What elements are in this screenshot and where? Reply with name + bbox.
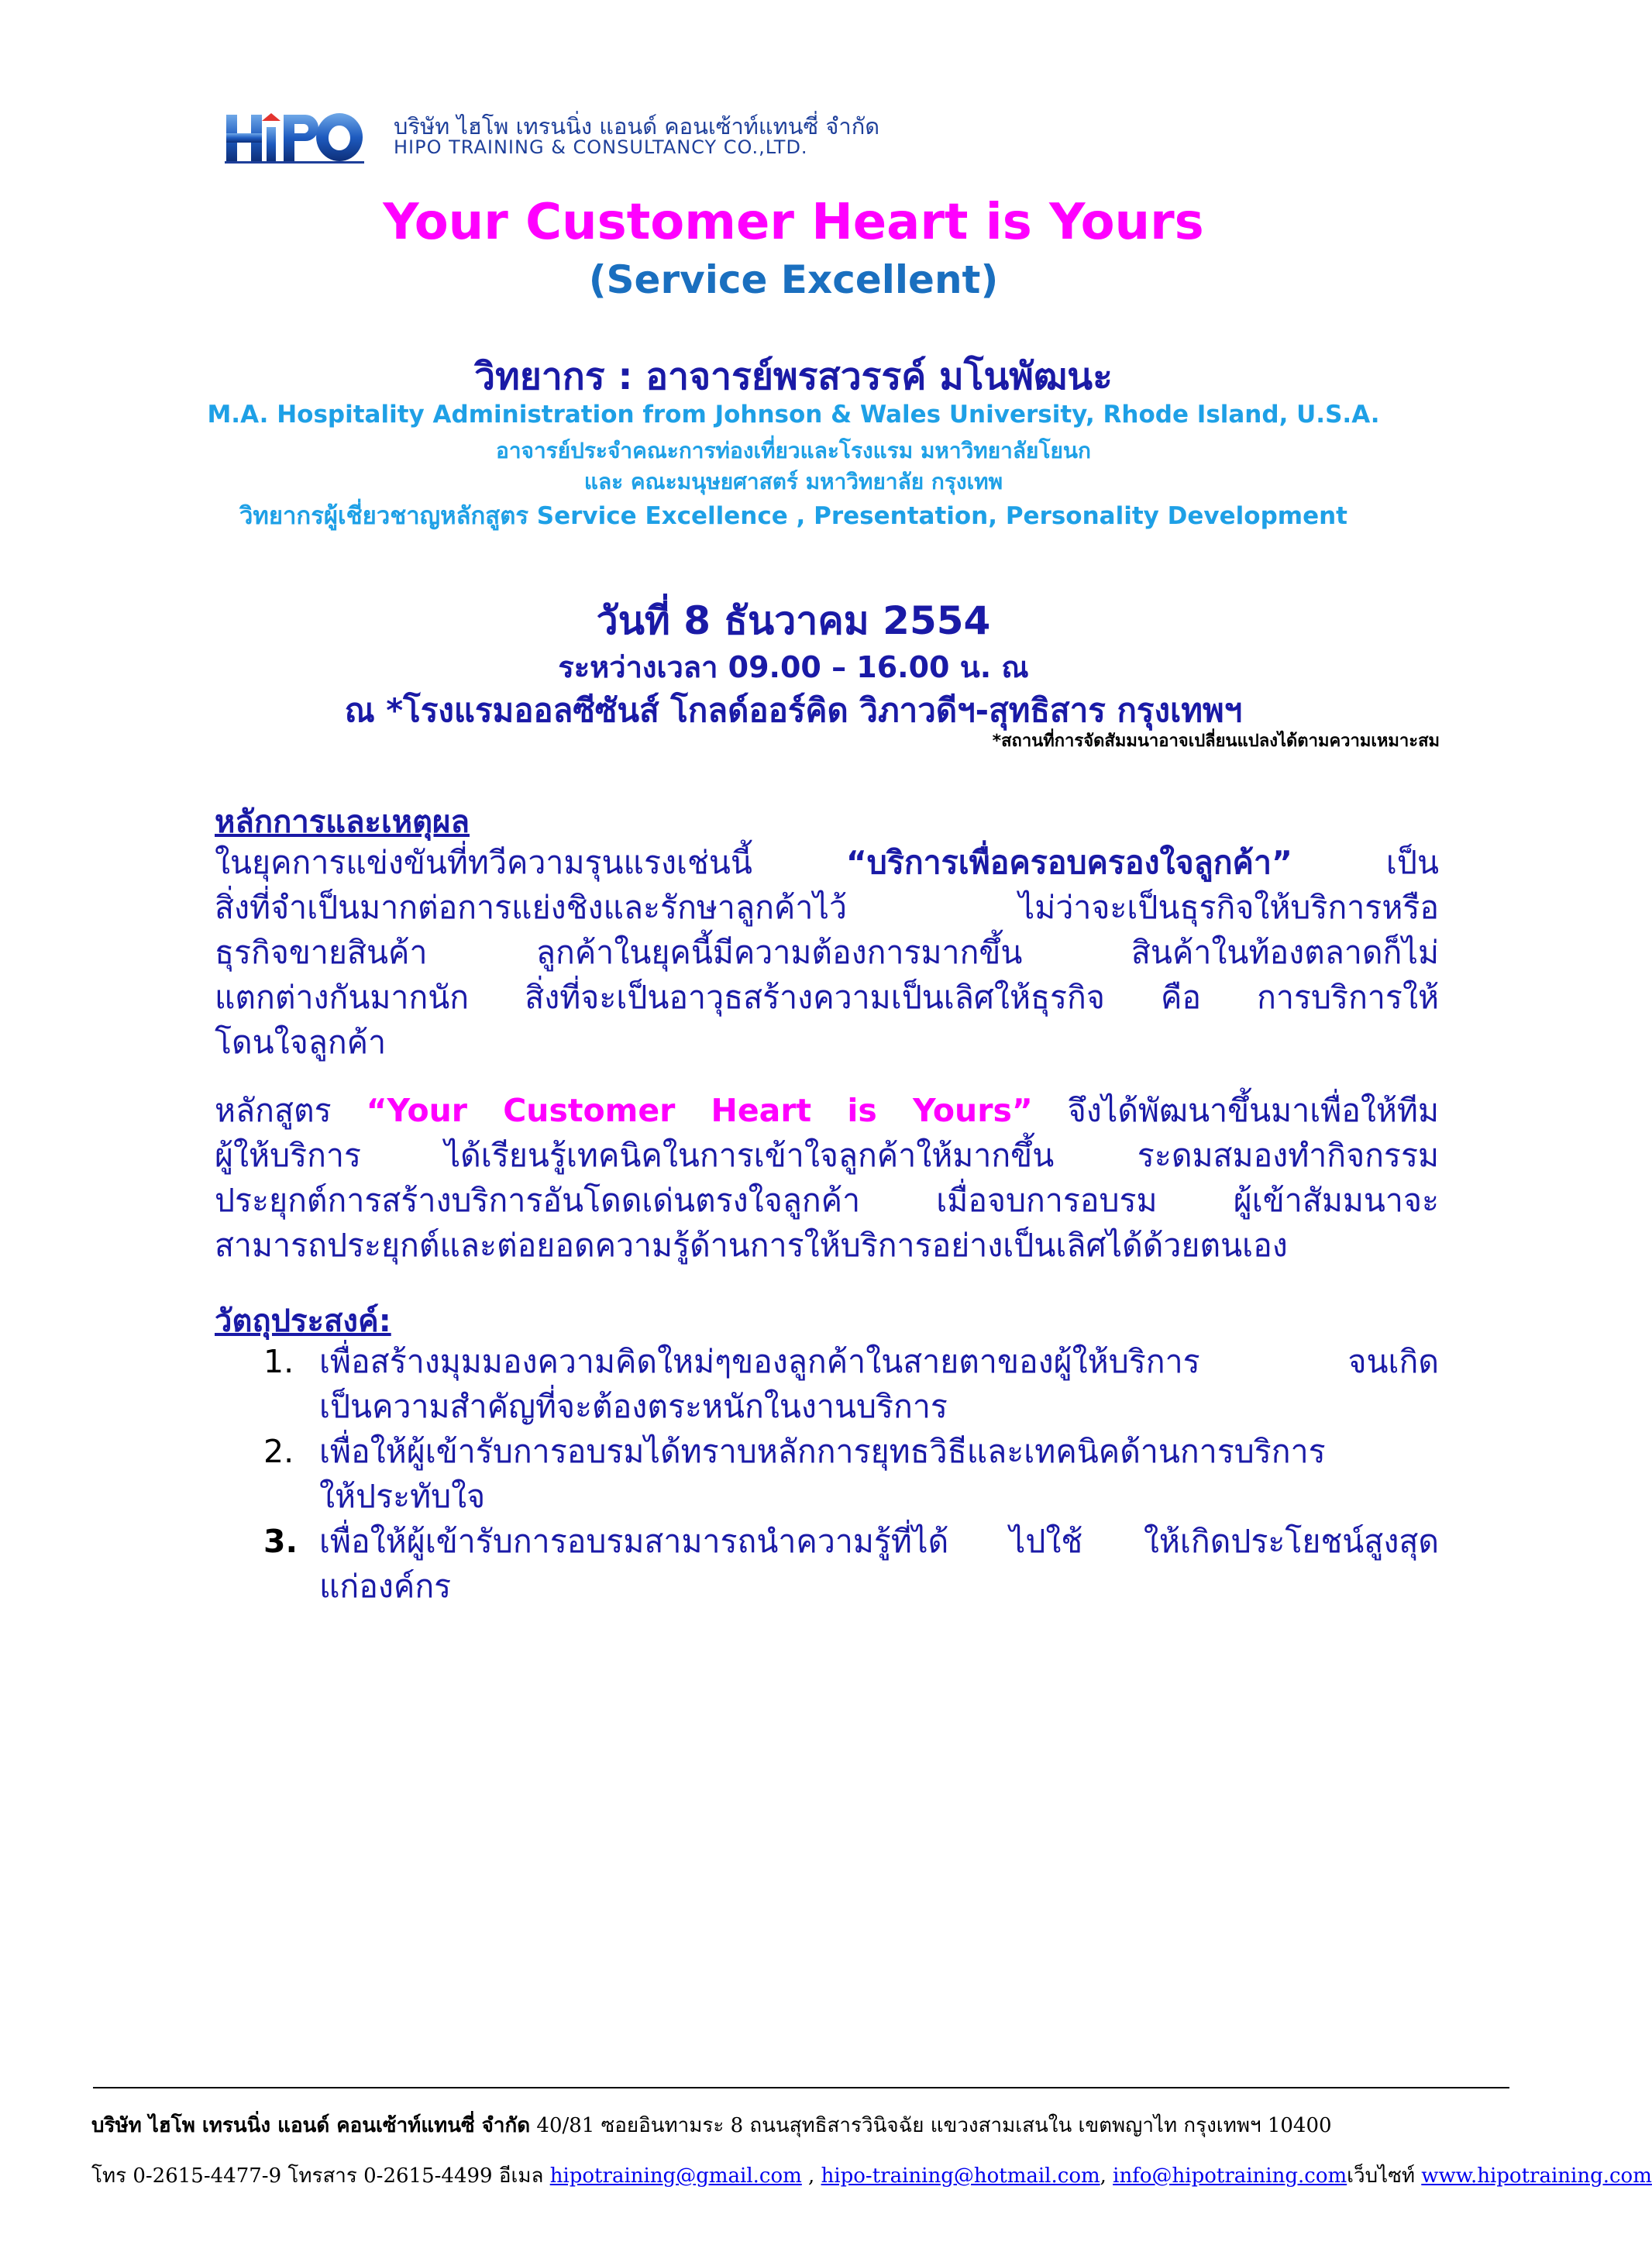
paragraph-line: สามารถประยุกต์และต่อยอดความรู้ด้านการให้บริการอย่างเป็นเลิศได้ด้วยตนเอง: [215, 1227, 1288, 1264]
paragraph-line: ธุรกิจขายสินค้า ลูกค้าในยุคนี้มีความต้องการมากขึ้น สินค้าในท้องตลาดก็ไม่: [215, 934, 1439, 971]
footer-address-text: 40/81 ซอยอินทามระ 8 ถนนสุทธิสารวินิจฉัย แขวงสามเสนใน เขตพญาไท กรุงเทพฯ 10400: [530, 2114, 1332, 2137]
company-name-en: HIPO TRAINING & CONSULTANCY CO.,LTD.: [394, 136, 808, 158]
hipo-logo: [225, 108, 380, 164]
paragraph-line: แก่องค์กร: [319, 1568, 452, 1605]
footer-contact: [91, 2160, 1652, 2192]
event-venue: ณ *โรงแรมออลซีซันส์ โกลด์ออร์คิด วิภาวดีฯ-สุทธิสาร กรุงเทพฯ: [344, 691, 1243, 729]
lecturer-credential: วิทยากรผู้เชี่ยวชาญหลักสูตร Service Excellence , Presentation, Personality Development: [239, 502, 1347, 530]
course-name-quote: “Your Customer Heart is Yours”: [366, 1092, 1033, 1129]
email-link[interactable]: info@hipotraining.com: [1113, 2164, 1347, 2188]
footer-address: [91, 2109, 1332, 2141]
paragraph-line: [215, 840, 1439, 885]
lecturer-credential: และ คณะมนุษยศาสตร์ มหาวิทยาลัย กรุงเทพ: [583, 469, 1003, 494]
lecturer-credential: อาจารย์ประจำคณะการท่องเที่ยวและโรงแรม มหาวิทยาลัยโยนก: [496, 438, 1091, 463]
objectives-heading: วัตถุประสงค์:: [215, 1303, 391, 1339]
email-link[interactable]: hipotraining@gmail.com: [549, 2164, 802, 2188]
list-item: [263, 1519, 1439, 1609]
list-number: 2.: [263, 1433, 294, 1470]
text-span: หลักสูตร: [215, 1092, 367, 1129]
separator: ,: [801, 2164, 821, 2188]
event-date: วันที่ 8 ธันวาคม 2554: [596, 598, 991, 643]
footer-divider: [93, 2087, 1509, 2088]
rationale-paragraph-1: [215, 840, 1439, 1065]
venue-note: *สถานที่การจัดสัมมนาอาจเปลี่ยนแปลงได้ตามความเหมาะสม: [992, 732, 1440, 751]
course-title: Your Customer Heart is Yours: [383, 194, 1204, 251]
paragraph-line: ให้ประทับใจ: [319, 1478, 486, 1515]
objectives-list: [263, 1339, 1439, 1609]
separator: ,: [1100, 2164, 1113, 2188]
website-link[interactable]: www.hipotraining.com: [1421, 2164, 1652, 2188]
paragraph-line: [215, 1088, 1439, 1133]
paragraph-line: สิ่งที่จำเป็นมากต่อการแย่งชิงและรักษาลูกค้าไว้ ไม่ว่าจะเป็นธุรกิจให้บริการหรือ: [215, 889, 1439, 926]
text-span: ในยุคการแข่งขันที่ทวีความรุนแรงเช่นนี้: [215, 844, 846, 881]
footer-company: บริษัท ไฮโพ เทรนนิ่ง แอนด์ คอนเซ้าท์แทนซี่ จำกัด: [91, 2114, 531, 2137]
email-link[interactable]: hipo-training@hotmail.com: [821, 2164, 1100, 2188]
rationale-paragraph-2: [215, 1088, 1439, 1268]
footer-phone: โทร 0-2615-4477-9 โทรสาร 0-2615-4499 อีเมล: [91, 2164, 550, 2188]
paragraph-line: เพื่อให้ผู้เข้ารับการอบรมได้ทราบหลักการยุทธวิธีและเทคนิคด้านการบริการ: [319, 1433, 1326, 1470]
course-subtitle: (Service Excellent): [588, 257, 999, 302]
list-item: [263, 1429, 1439, 1519]
list-item: [263, 1339, 1439, 1429]
list-number: 3.: [263, 1523, 298, 1560]
paragraph-line: แตกต่างกันมากนัก สิ่งที่จะเป็นอาวุธสร้างความเป็นเลิศให้ธุรกิจ คือ การบริการให้: [215, 979, 1439, 1016]
list-number: 1.: [263, 1343, 294, 1380]
event-time: ระหว่างเวลา 09.00 – 16.00 น. ณ: [558, 650, 1029, 684]
lecturer-heading: วิทยากร : อาจารย์พรสวรรค์ มโนพัฒนะ: [474, 355, 1113, 398]
paragraph-line: ผู้ให้บริการ ได้เรียนรู้เทคนิคในการเข้าใจลูกค้าให้มากขึ้น ระดมสมองทำกิจกรรม: [215, 1137, 1439, 1174]
paragraph-line: โดนใจลูกค้า: [215, 1024, 387, 1061]
paragraph-line: เพื่อสร้างมุมมองความคิดใหม่ๆของลูกค้าในสายตาของผู้ให้บริการ จนเกิด: [319, 1343, 1439, 1380]
rationale-heading: หลักการและเหตุผล: [215, 804, 470, 840]
lecturer-credential: M.A. Hospitality Administration from Johnson & Wales University, Rhode Island, U.S.A.: [207, 401, 1380, 429]
highlight-quote: “บริการเพื่อครอบครองใจลูกค้า”: [845, 844, 1292, 881]
paragraph-line: ประยุกต์การสร้างบริการอันโดดเด่นตรงใจลูกค้า เมื่อจบการอบรม ผู้เข้าสัมมนาจะ: [215, 1182, 1439, 1219]
paragraph-line: เป็นความสำคัญที่จะต้องตระหนักในงานบริการ: [319, 1388, 948, 1425]
text-span: เป็น: [1292, 844, 1439, 881]
company-name-th: บริษัท ไฮโพ เทรนนิ่ง แอนด์ คอนเซ้าท์แทนซี่ จำกัด: [394, 113, 880, 139]
paragraph-line: เพื่อให้ผู้เข้ารับการอบรมสามารถนำความรู้ที่ได้ ไปใช้ ให้เกิดประโยชน์สูงสุด: [319, 1523, 1439, 1560]
text-span: จึงได้พัฒนาขึ้นมาเพื่อให้ทีม: [1032, 1092, 1439, 1129]
website-label: เว็บไซท์: [1347, 2164, 1422, 2188]
